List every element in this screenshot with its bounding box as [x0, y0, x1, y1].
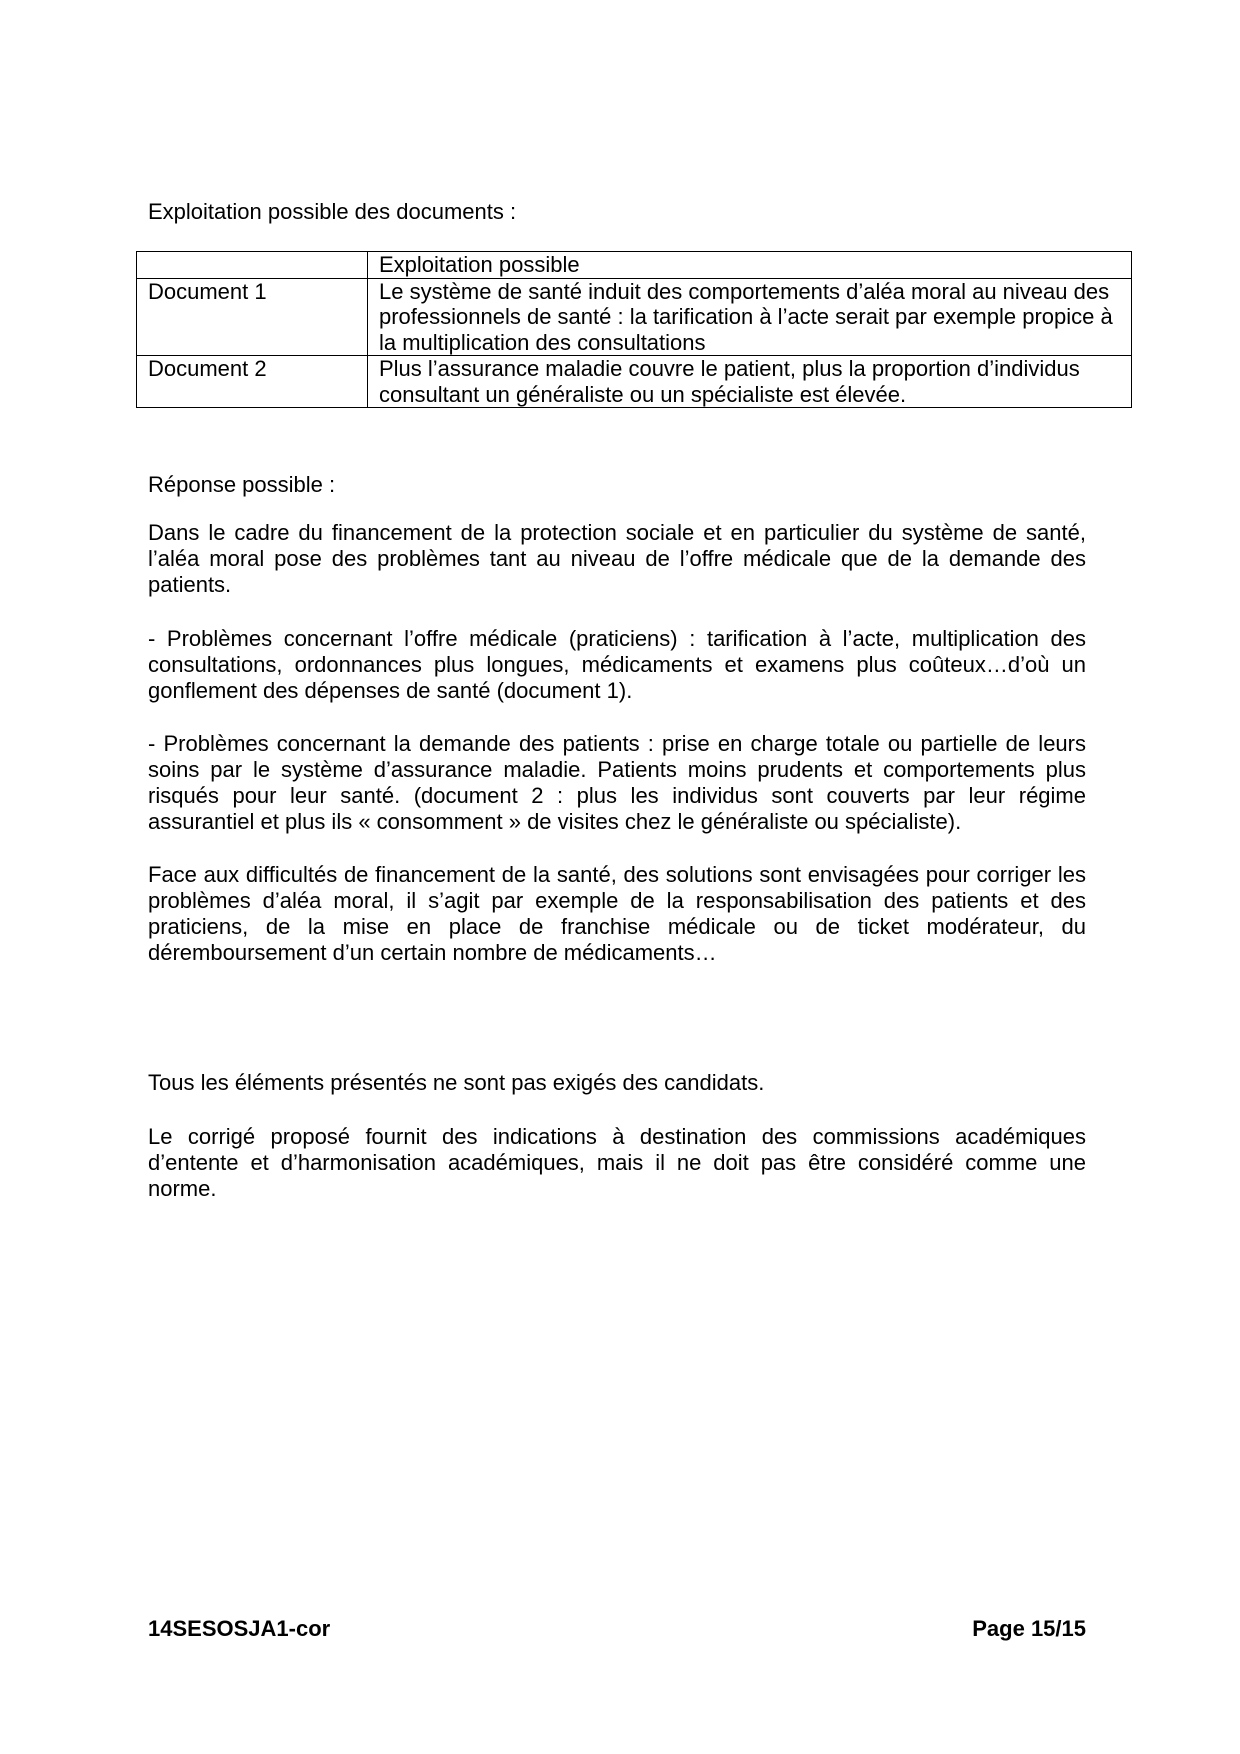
- table-header-cell-empty: [137, 252, 368, 279]
- table-row-text: Plus l’assurance maladie couvre le patient, plus la proportion d’individus consultant un généraliste ou un spécialiste est élevée.: [368, 356, 1132, 408]
- paragraph-solutions: Face aux difficultés de financement de la santé, des solutions sont envisagées pour corriger les problèmes d’aléa moral, il s’agit par exemple de la responsabilisation des patients et des praticiens, de la mise en place de franchise médicale ou de ticket modérateur, du déremboursement d’un certain nombre de médicaments…: [148, 862, 1086, 965]
- table-header-cell: Exploitation possible: [368, 252, 1132, 279]
- closing-disclaimer: Le corrigé proposé fournit des indications à destination des commissions académiques d’entente et d’harmonisation académiques, mais il ne doit pas être considéré comme une norme.: [148, 1124, 1086, 1201]
- table-row-text: Le système de santé induit des comportements d’aléa moral au niveau des professionnels de santé : la tarification à l’acte serait par exemple propice à la multiplication des consultations: [368, 278, 1132, 356]
- closing-note: Tous les éléments présentés ne sont pas exigés des candidats.: [148, 1070, 765, 1095]
- table-row-label: Document 1: [137, 278, 368, 356]
- intro-heading: Exploitation possible des documents :: [148, 199, 517, 224]
- paragraph-demand-problems: - Problèmes concernant la demande des patients : prise en charge totale ou partielle de leurs soins par le système d’assurance maladie. Patients moins prudents et comportements plus risqués pour leur santé. (document 2 : plus les individus sont couverts par leur régime assurantiel et plus ils « consomment » de visites chez le généraliste ou spécialiste).: [148, 731, 1086, 834]
- table-row: [137, 356, 1132, 408]
- table-header-row: [137, 252, 1132, 279]
- response-heading: Réponse possible :: [148, 472, 336, 497]
- footer-document-code: 14SESOSJA1-cor: [148, 1616, 331, 1641]
- paragraph-intro: Dans le cadre du financement de la protection sociale et en particulier du système de santé, l’aléa moral pose des problèmes tant au niveau de l’offre médicale que de la demande des patients.: [148, 520, 1086, 597]
- exploitation-table: [136, 251, 1132, 408]
- table-row: [137, 278, 1132, 356]
- paragraph-supply-problems: - Problèmes concernant l’offre médicale (praticiens) : tarification à l’acte, multiplication des consultations, ordonnances plus longues, médicaments et examens plus coûteux…d’où un gonflement des dépenses de santé (document 1).: [148, 626, 1086, 703]
- footer-page-number: Page 15/15: [972, 1616, 1086, 1641]
- table-row-label: Document 2: [137, 356, 368, 408]
